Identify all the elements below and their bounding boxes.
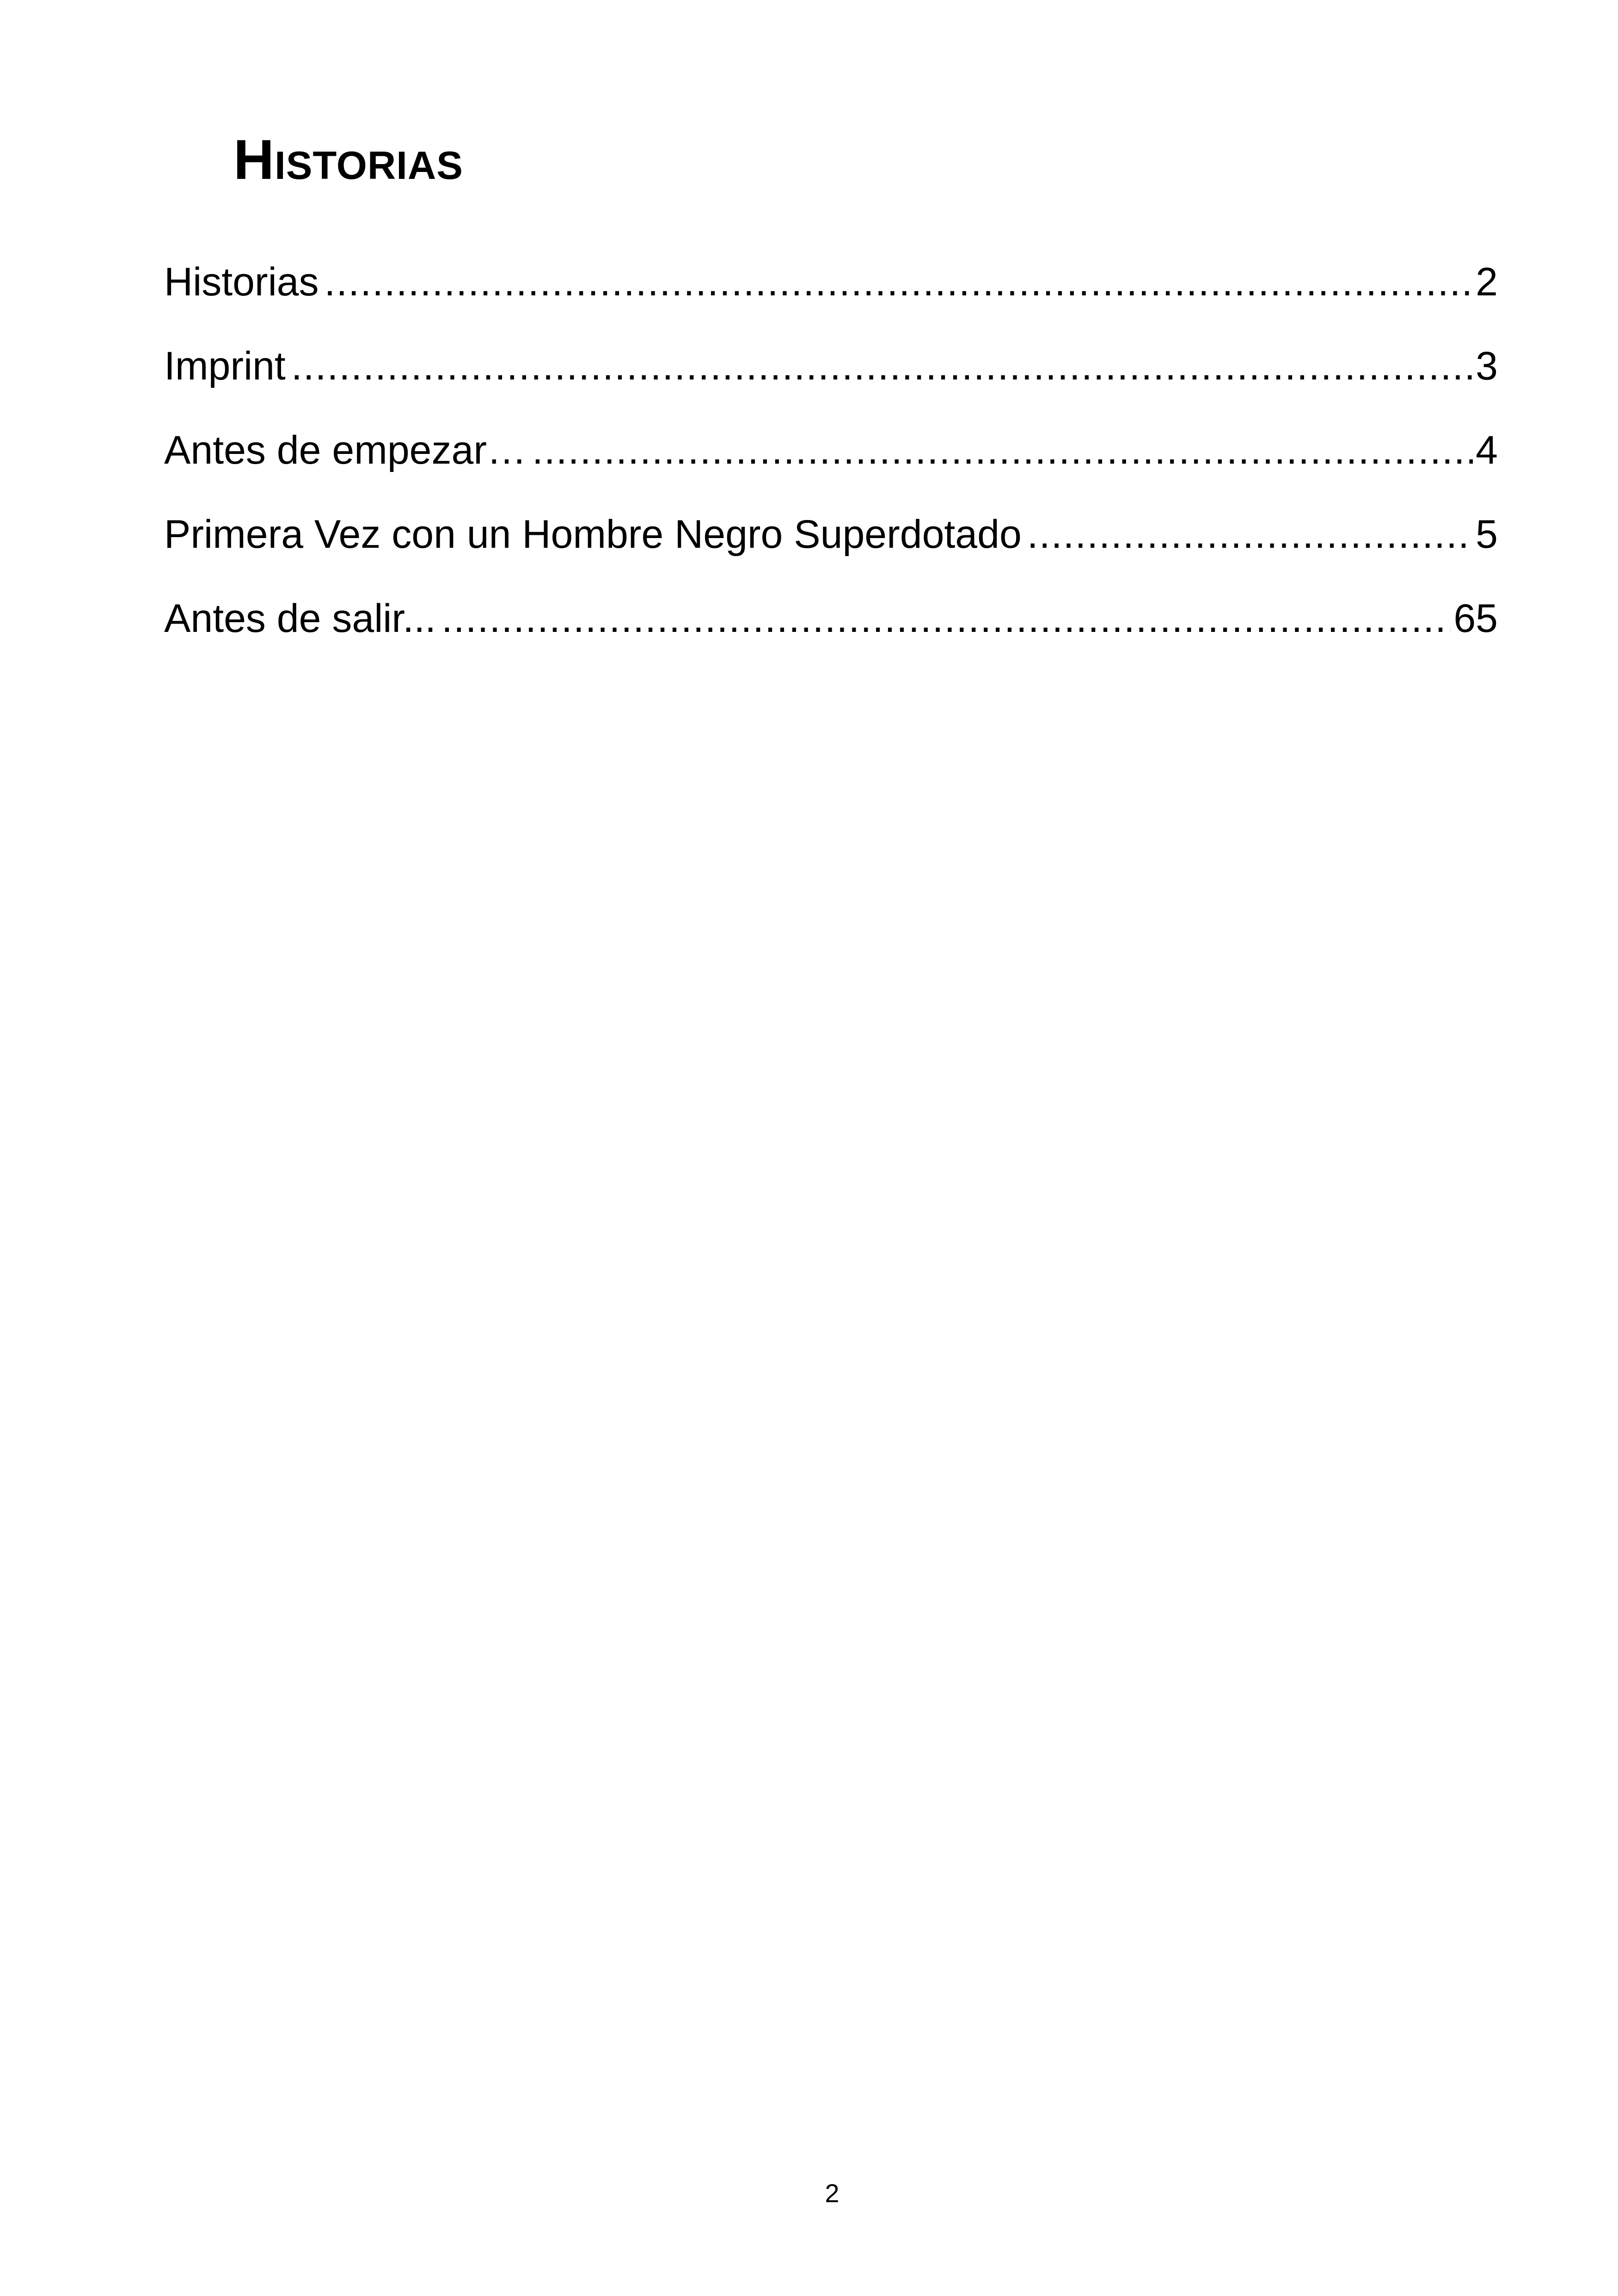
toc-dot-leader (441, 588, 1451, 649)
toc-dot-leader (1027, 504, 1473, 564)
page-number: 2 (825, 2179, 840, 2208)
table-of-contents (164, 252, 1498, 673)
toc-entry-page: 4 (1476, 428, 1498, 472)
toc-dot-leader (532, 420, 1473, 480)
toc-dot-leader (325, 252, 1473, 312)
toc-entry-page: 65 (1453, 596, 1498, 641)
toc-entry[interactable] (164, 504, 1498, 588)
toc-entry-page: 3 (1476, 344, 1498, 388)
toc-entry-title: Historias (164, 260, 319, 304)
toc-entry-page: 5 (1476, 512, 1498, 557)
toc-entry-title: Antes de empezar… (164, 428, 527, 472)
toc-entry-title: Primera Vez con un Hombre Negro Superdotado (164, 512, 1022, 557)
toc-entry[interactable] (164, 336, 1498, 420)
toc-entry-title: Imprint (164, 344, 286, 388)
toc-entry-title: Antes de salir... (164, 596, 436, 641)
toc-entry[interactable] (164, 588, 1498, 673)
toc-dot-leader (291, 336, 1473, 396)
toc-heading: Historias (233, 128, 463, 191)
toc-entry[interactable] (164, 420, 1498, 504)
toc-entry-page: 2 (1476, 260, 1498, 304)
toc-entry[interactable] (164, 252, 1498, 336)
